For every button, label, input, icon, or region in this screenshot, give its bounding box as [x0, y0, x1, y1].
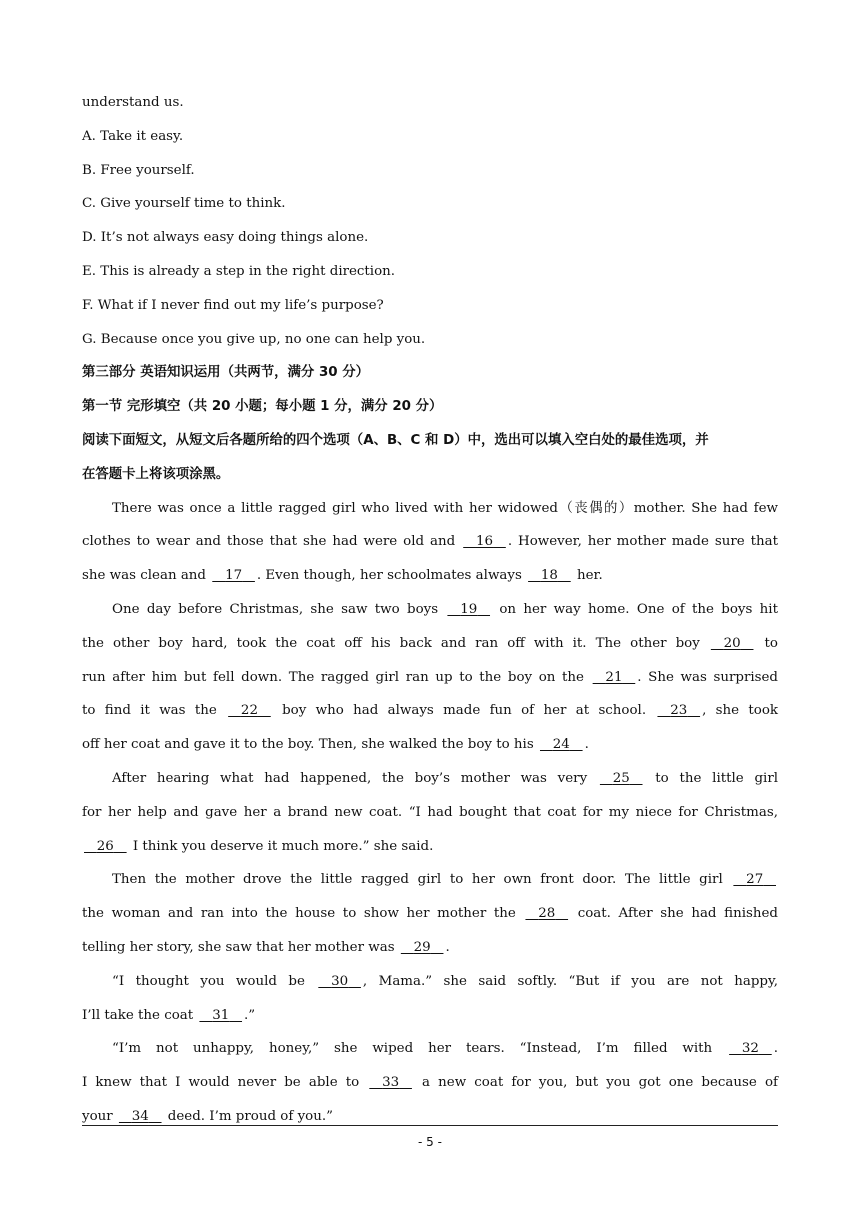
- page-number: - 5 -: [418, 1135, 442, 1149]
- page-content: [82, 86, 778, 1134]
- passage-line: “I thought you would be 30 , Mama.” she said softly. “But if you are not happy,: [82, 965, 778, 999]
- blank-33: 33: [382, 1075, 400, 1091]
- passage-line: for her help and gave her a brand new coat. “I had bought that coat for my niece for Christmas,: [82, 804, 778, 820]
- option-e: E. This is already a step in the right direction.: [82, 263, 396, 279]
- instruction-line-1: 阅读下面短文，从短文后各题所给的四个选项（A、B、C 和 D）中，选出可以填入空白处的最佳选项，并: [82, 432, 709, 448]
- blank-19: 19: [460, 601, 478, 617]
- blank-27: 27: [746, 872, 764, 888]
- blank-32: 32: [741, 1041, 759, 1057]
- passage-line: Then the mother drove the little ragged girl to her own front door. The little girl 27: [82, 863, 778, 897]
- passage-line: clothes to wear and those that she had were old and 16 . However, her mother made sure that: [82, 525, 778, 559]
- passage-line: “I’m not unhappy, honey,” she wiped her tears. “Instead, I’m filled with 32 .: [82, 1032, 778, 1066]
- blank-17: 17: [225, 568, 243, 584]
- passage-line: telling her story, she saw that her mother was 29 .: [82, 931, 778, 965]
- blank-30: 30: [331, 973, 349, 989]
- blank-16: 16: [475, 534, 494, 550]
- blank-24: 24: [552, 737, 570, 753]
- blank-23: 23: [670, 703, 688, 719]
- passage-line: I’ll take the coat 31 .”: [82, 999, 778, 1033]
- blank-26: 26: [96, 838, 114, 854]
- instruction-line-2: 在答题卡上将该项涂黑。: [82, 466, 230, 482]
- passage-line: the other boy hard, took the coat off his back and ran off with it. The other boy 20 to: [82, 627, 778, 661]
- top-line: understand us.: [82, 95, 184, 110]
- blank-18: 18: [540, 568, 558, 584]
- passage-line: run after him but fell down. The ragged girl ran up to the boy on the 21 . She was surprised: [82, 661, 778, 695]
- footer-rule: [82, 1125, 778, 1126]
- blank-34: 34: [131, 1108, 149, 1124]
- blank-29: 29: [413, 939, 431, 955]
- blank-25: 25: [612, 770, 630, 786]
- option-a: A. Take it easy.: [82, 128, 184, 144]
- passage-line: the woman and ran into the house to show her mother the 28 coat. After she had finished: [82, 897, 778, 931]
- blank-21: 21: [605, 669, 623, 685]
- passage-line: After hearing what had happened, the boy’s mother was very 25 to the little girl: [82, 762, 778, 796]
- passage-line: to find it was the 22 boy who had always made fun of her at school. 23 , she took: [82, 694, 778, 728]
- option-d: D. It’s not always easy doing things alone.: [82, 230, 369, 246]
- passage-line: off her coat and gave it to the boy. Then, she walked the boy to his 24 .: [82, 728, 778, 762]
- option-b: B. Free yourself.: [82, 162, 195, 178]
- blank-28: 28: [538, 906, 556, 922]
- blank-22: 22: [240, 703, 258, 719]
- passage-line: 26 I think you deserve it much more.” she said.: [82, 830, 778, 864]
- passage-line: One day before Christmas, she saw two boys 19 on her way home. One of the boys hit: [82, 593, 778, 627]
- passage-line: I knew that I would never be able to 33 a new coat for you, but you got one because of: [82, 1066, 778, 1100]
- part-title: 第三部分 英语知识运用（共两节，满分 30 分）: [82, 365, 370, 381]
- blank-20: 20: [723, 635, 741, 651]
- option-g: G. Because once you give up, no one can help you.: [82, 331, 426, 347]
- blank-31: 31: [212, 1007, 230, 1023]
- section-title: 第一节 完形填空（共 20 小题；每小题 1 分，满分 20 分）: [82, 399, 443, 415]
- option-c: C. Give yourself time to think.: [82, 196, 286, 212]
- passage-line: your 34 deed. I’m proud of you.”: [82, 1100, 778, 1134]
- passage-line: There was once a little ragged girl who lived with her widowed（丧偶的）mother. She had few: [112, 500, 778, 516]
- passage-line: she was clean and 17 . Even though, her schoolmates always 18 her.: [82, 559, 778, 593]
- option-f: F. What if I never find out my life’s purpose?: [82, 297, 384, 313]
